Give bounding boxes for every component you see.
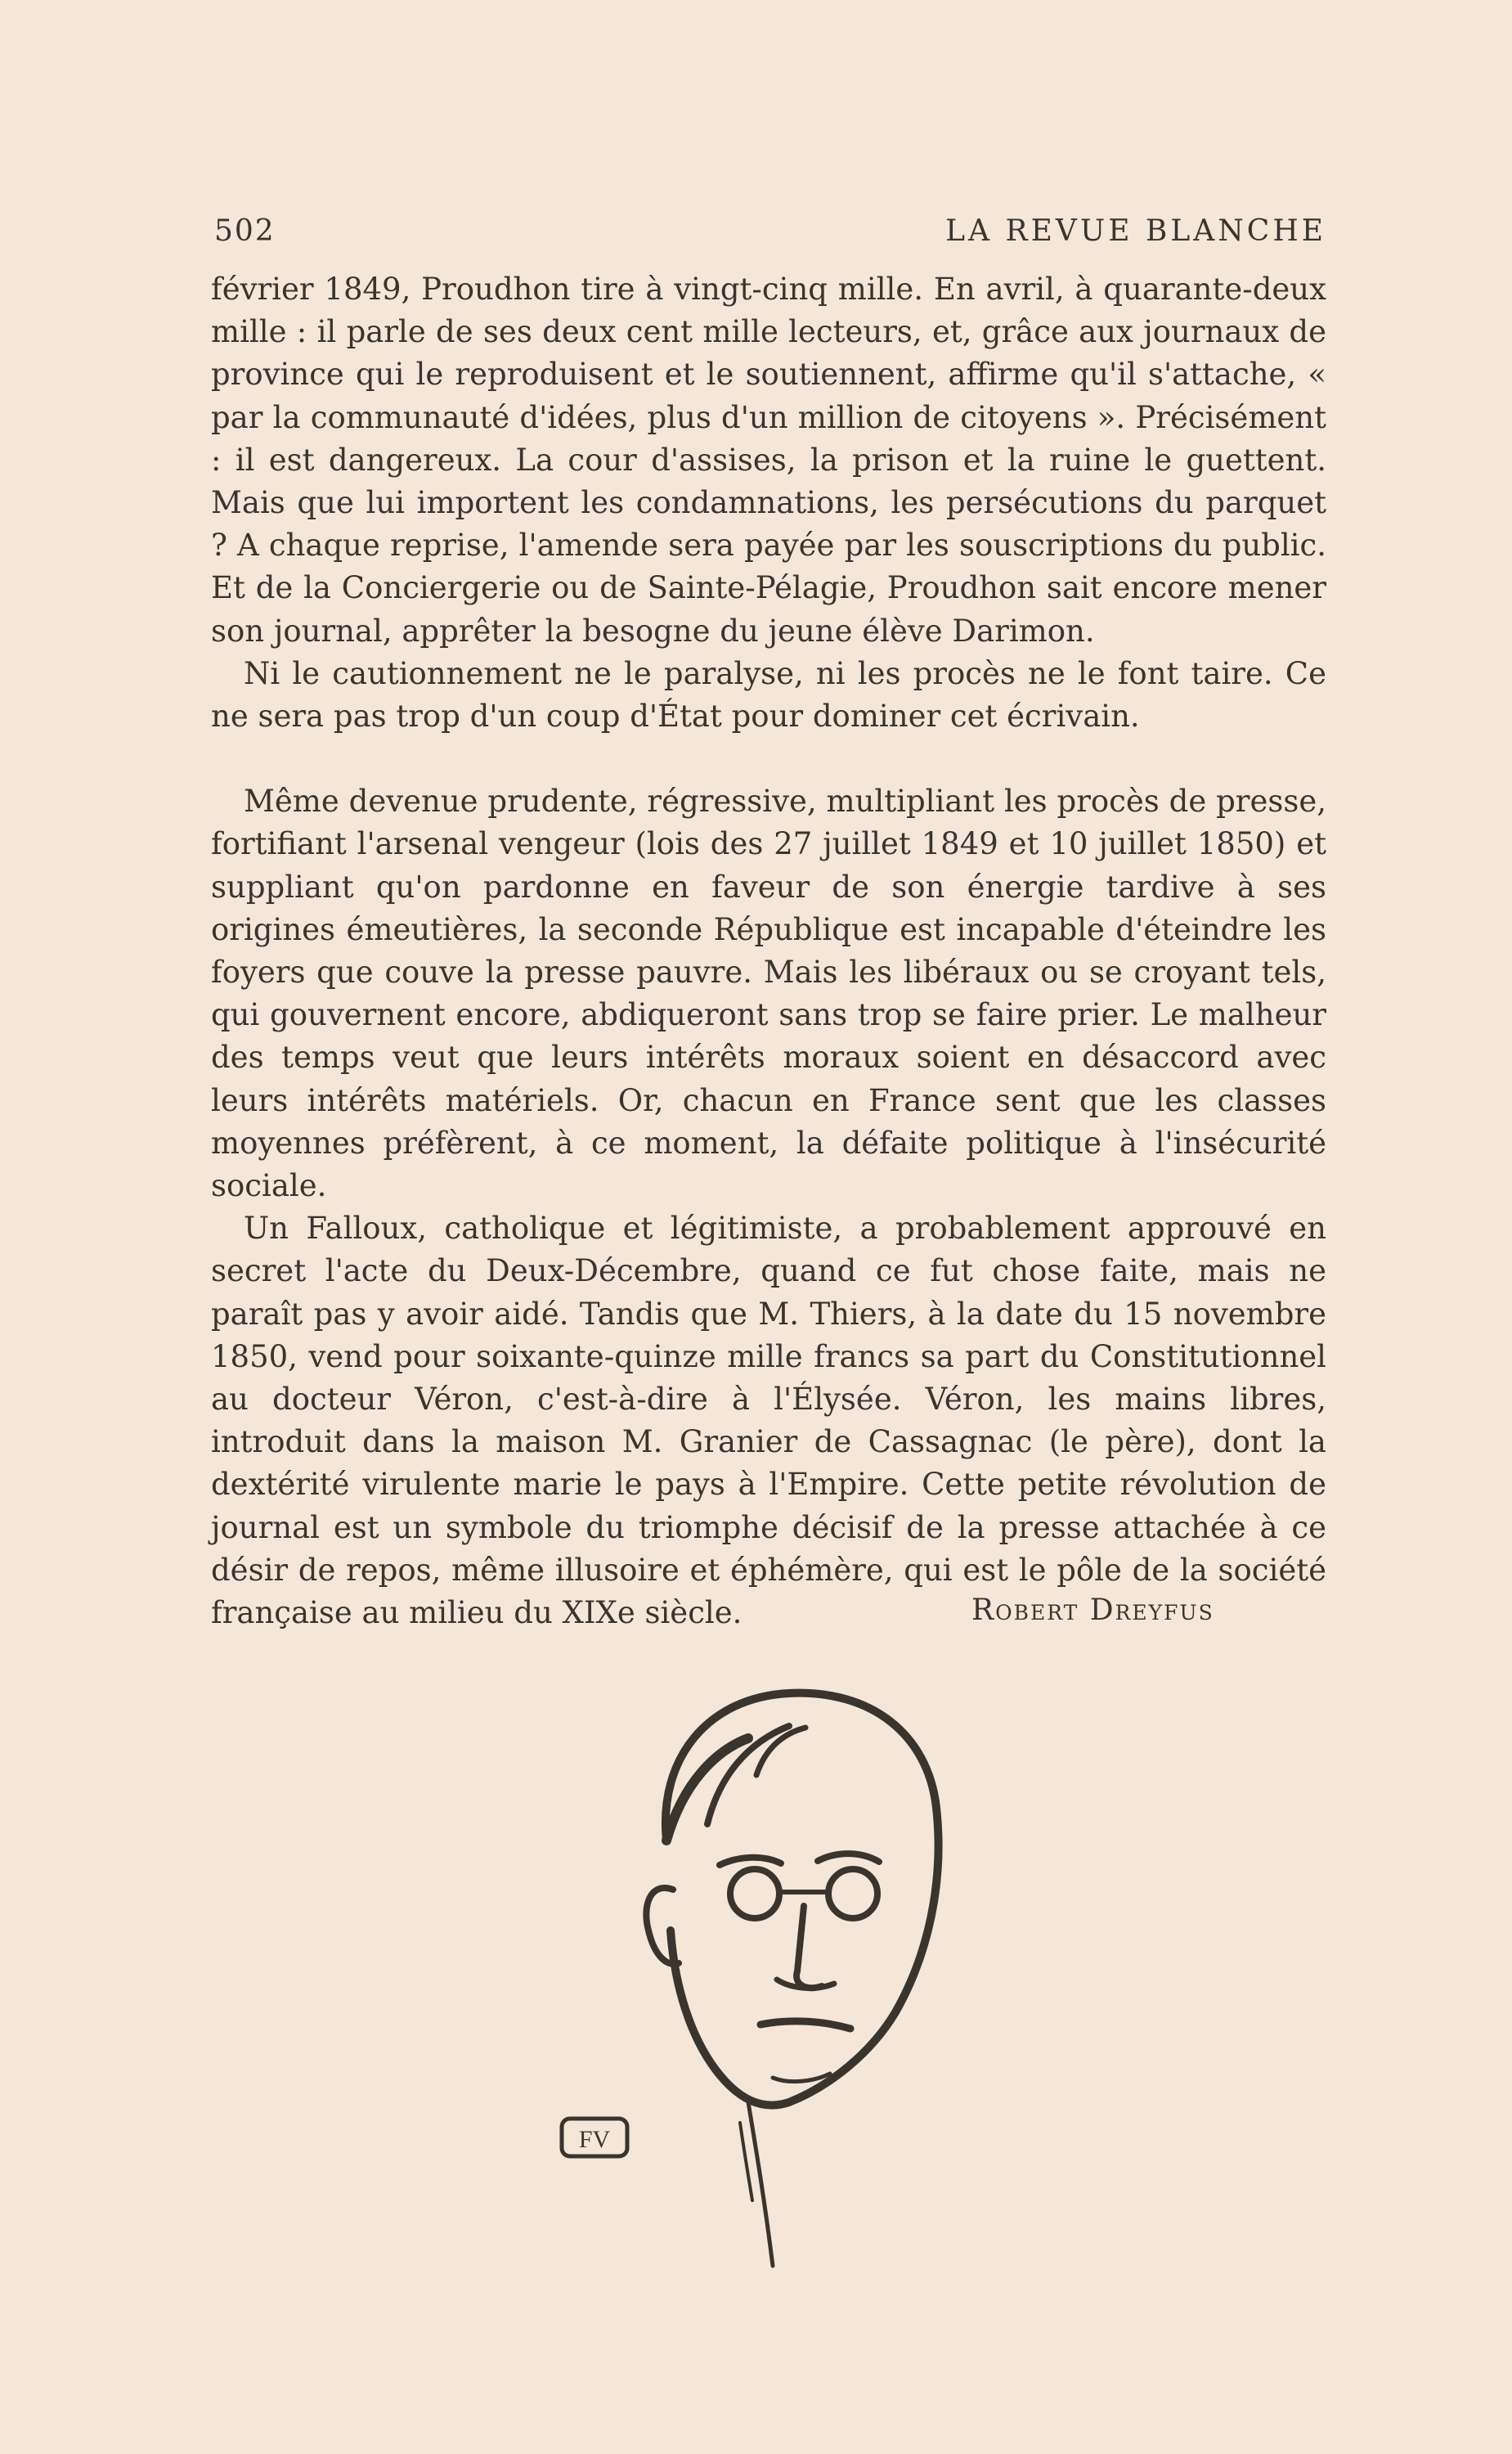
portrait-illustration (544, 1661, 1002, 2282)
journal-title: LA REVUE BLANCHE (945, 214, 1326, 248)
paragraph-3: Même devenue prudente, régressive, multipliant les procès de presse, fortifiant l'arsenal vengeur (lois des 27 juillet 1849 et 10 juillet 1850) et suppliant qu'on pardonne en faveur de son énergie tardive à ses origines émeutières, la seconde République est incapable d'éteindre les foyers que couve la presse pauvre. Mais les libéraux ou se croyant tels, qui gouvernent encore, abdiqueront sans trop se faire prier. Le malheur des temps veut que leurs intérêts moraux soient en désaccord avec leurs intérêts matériels. Or, chacun en France sent que les classes moyennes préfèrent, à ce moment, la défaite politique à l'insécurité sociale. (211, 784, 1326, 1204)
page-number: 502 (214, 214, 276, 248)
paragraph-4: Un Falloux, catholique et légitimiste, a probablement approuvé en secret l'acte du Deux-Décembre, quand ce fut chose faite, mais ne paraît pas y avoir aidé. Tandis que M. Thiers, à la date du 15 novembre 1850, vend pour soixante-quinze mille francs sa part du Constitutionnel au docteur Véron, c'est-à-dire à l'Élysée. Véron, les mains libres, introduit dans la maison M. Granier de Cassagnac (le père), dont la dextérité virulente marie le pays à l'Empire. Cette petite révolution de journal est un symbole du triomphe décisif de la presse attachée à ce désir de repos, même illusoire et éphémère, qui est le pôle de la société française au milieu du XIXe siècle. (211, 1211, 1326, 1631)
page-header (214, 214, 1326, 248)
monogram-stamp (562, 2119, 627, 2156)
portrait-drawing (544, 1661, 1002, 2282)
paragraph-2: Ni le cautionnement ne le paralyse, ni les procès ne le font taire. Ce ne sera pas trop d'un coup d'État pour dominer cet écrivain. (211, 655, 1326, 735)
monogram-text: FV (578, 2126, 611, 2153)
author-signature: Robert Dreyfus (971, 1593, 1214, 1627)
paragraph-1: février 1849, Proudhon tire à vingt-cinq mille. En avril, à quarante-deux mille : il parle de ses deux cent mille lecteurs, et, grâce aux journaux de province qui le reproduisent et le soutiennent, affirme qu'il s'attache, « par la communauté d'idées, plus d'un million de citoyens ». Précisément : il est dangereux. La cour d'assises, la prison et la ruine le guettent. Mais que lui importent les condamnations, les persécutions du parquet ? A chaque reprise, l'amende sera payée par les souscriptions du public. Et de la Conciergerie ou de Sainte-Pélagie, Proudhon sait encore mener son journal, apprêter la besogne du jeune élève Darimon. (211, 272, 1326, 649)
article-body (211, 268, 1326, 1634)
